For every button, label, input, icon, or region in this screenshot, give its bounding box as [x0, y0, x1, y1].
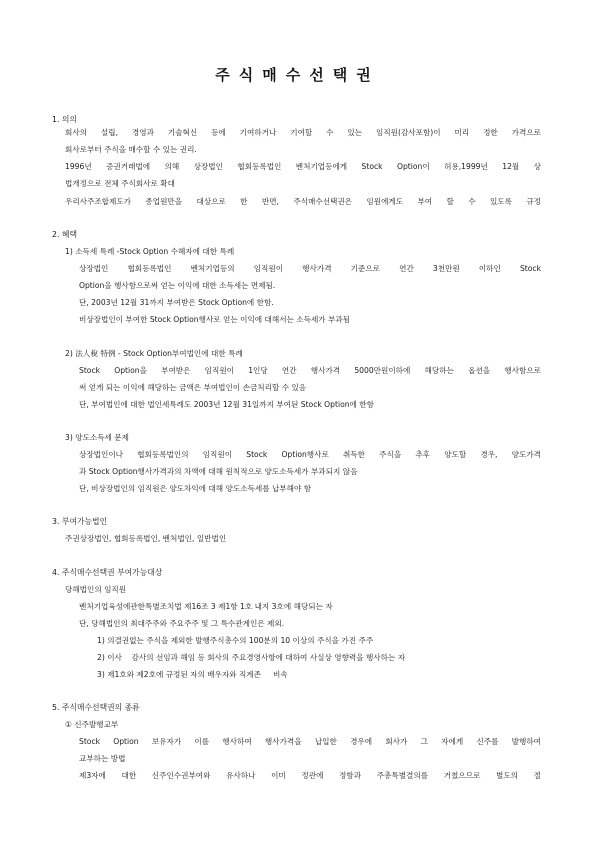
s2-item-3-line-2: 과 Stock Option행사가격과의 차액에 대해 원칙적으로 양도소득세가 부과되지 않음	[79, 467, 358, 476]
page-title: 주식매수선택권	[215, 66, 380, 84]
section-2-heading: 2. 혜택	[52, 230, 77, 239]
section-4-heading: 4. 주식매수선택권 부여가능대상	[52, 568, 163, 577]
s2-item-1-line-2: Option을 행사함으로써 얻는 이익에 대한 소득세는 면제됨.	[79, 281, 276, 290]
s4-item-2: 2) 이사 감사의 선임과 해임 등 회사의 주요경영사항에 대하여 사실상 영향력을 행사하는 자	[97, 653, 406, 662]
s1-p3-line: 우리사주조합제도가 종업원만을 대상으로 한 반면, 주식매수선택권은 임원에게도 부여 할 수 있도록 규정	[65, 197, 541, 206]
section-5-heading: 5. 주식매수선택권의 종류	[52, 703, 140, 712]
s4-line-2: 단, 당해법인의 최대주주와 주요주주 및 그 특수관계인은 제외.	[79, 619, 285, 628]
section-3-heading: 3. 부여가능법인	[52, 517, 108, 526]
s1-p2-line-2: 법개정으로 전체 주식회사로 확대	[65, 179, 175, 188]
s4-item-1: 1) 의결권없는 주식을 제외한 발행주식총수의 100분의 10 이상의 주식을 가진 주주	[97, 636, 374, 645]
s2-item-2-line-3: 단, 부여법인에 대한 법인세특례도 2003년 12월 31일까지 부여된 Stock Option에 한함	[79, 400, 374, 409]
s2-item-1-label: 1) 소득세 특례 -Stock Option 수혜자에 대한 특례	[65, 247, 235, 256]
s2-item-2-line-2: 써 얻게 되는 이익에 해당하는 금액은 부여법인이 손금처리할 수 있음	[79, 383, 307, 392]
s1-p1-line-2: 회사로부터 주식을 매수할 수 있는 권리.	[65, 145, 197, 154]
s1-p2-line-1: 1996년 증권거래법에 의해 상장법인 협회등록법인 벤처기업등에게 Stock Option이 허용,1999년 12월 상	[65, 162, 541, 171]
s2-item-3-line-3: 단, 비상장법인의 임직원은 양도차익에 대해 양도소득세를 납부해야 함	[79, 484, 312, 493]
s2-item-2-label: 2) 法人稅 特例 - Stock Option부여법인에 대한 특례	[65, 349, 243, 358]
s2-item-1-line-3: 단, 2003년 12월 31까지 부여받은 Stock Option에 한함.	[79, 298, 274, 307]
s5-line-1: Stock Option 보유자가 이를 행사하여 행사가격을 납입한 경우에 회사가 그 자에게 신주를 발행하여	[79, 737, 541, 746]
s5-line-3: 제3자에 대한 신주인수권부여와 유사하나 이미 정관에 정함과 주총특별결의를 거쳤으므로 별도의 절	[79, 771, 541, 780]
s1-p1-line-1: 회사의 설립, 경영과 기술혁신 등에 기여하거나 기여할 수 있는 임직원(감사포함)이 미리 정한 가격으로	[65, 128, 541, 137]
s4-line-1: 벤처기업육성에관한특별조치법 제16조 3 제1항 1호 내지 3호에 해당되는 자	[79, 602, 333, 611]
s2-item-1-line-4: 비상장법인이 부여한 Stock Option행사로 얻는 이익에 대해서는 소득세가 부과됨	[79, 315, 351, 324]
s5-line-2: 교부하는 방법	[79, 754, 126, 763]
s2-item-3-label: 3) 양도소득세 문제	[65, 433, 129, 442]
s5-sub: ① 신주발행교부	[65, 720, 119, 729]
section-1-heading: 1. 의의	[52, 115, 77, 124]
s2-item-1-line-1: 상장법인 협회등록법인 벤처기업등의 임직원이 행사가격 기준으로 연간 3천만원 이하인 Stock	[79, 264, 541, 273]
s2-item-2-line-1: Stock Option을 부여받은 임직원이 1인당 연간 행사가격 5000만원이하에 해당하는 옵션을 행사함으로	[79, 366, 541, 375]
s2-item-3-line-1: 상장법인이나 협회등록법인의 임직원이 Stock Option행사로 취득한 주식을 추후 양도할 경우, 양도가격	[79, 450, 541, 459]
s3-line: 주권상장법인, 협회등록법인, 벤처법인, 일반법인	[65, 534, 227, 543]
s4-sub: 당해법인의 임직원	[65, 585, 127, 594]
s4-item-3: 3) 제1호와 제2호에 규정된 자의 배우자와 직계존 비속	[97, 670, 288, 679]
